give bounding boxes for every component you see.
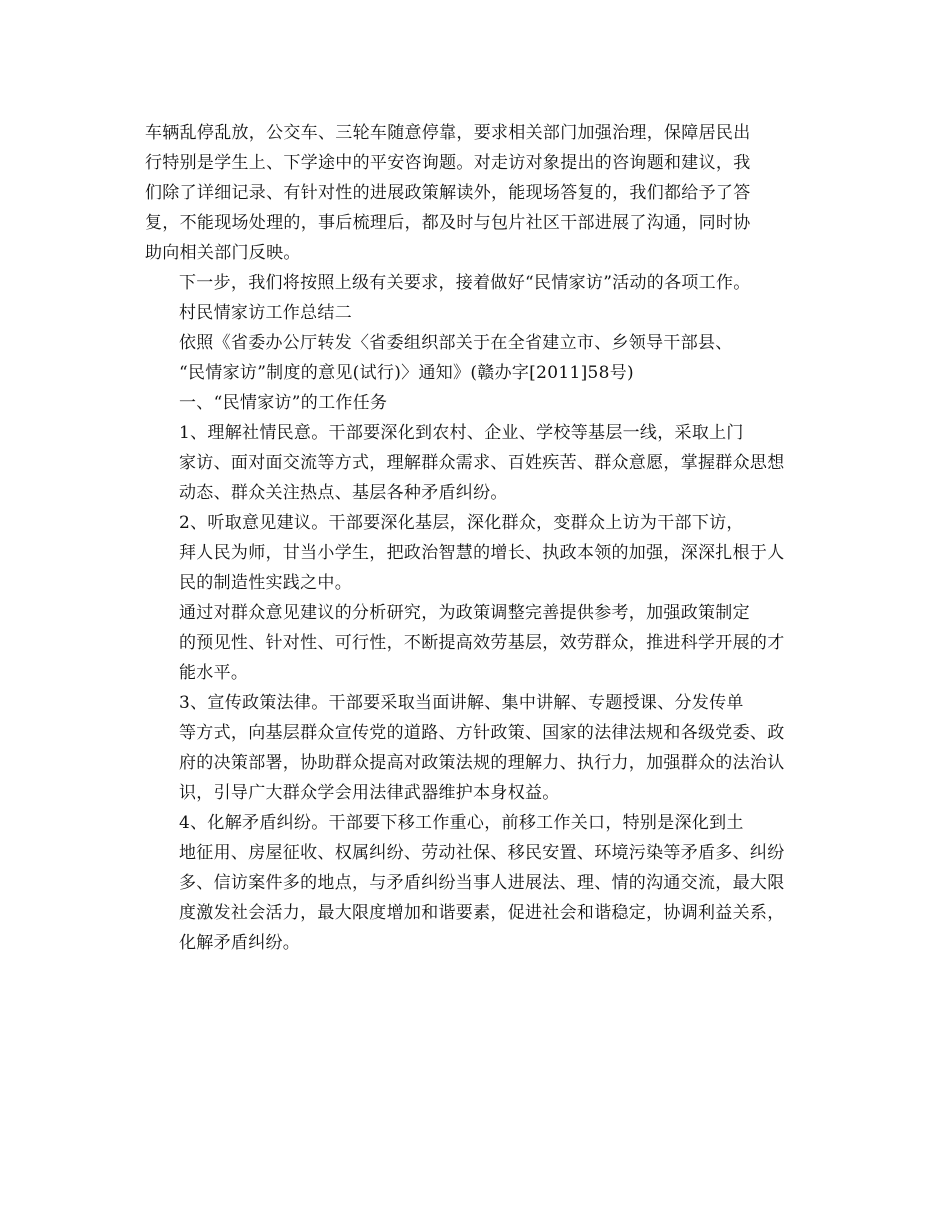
paragraph <box>145 808 810 958</box>
text-line: 能水平。 <box>179 663 249 683</box>
text-line: 车辆乱停乱放，公交车、三轮车随意停靠，要求相关部门加强治理，保障居民出 <box>145 123 751 143</box>
text-line: 的预见性、针对性、可行性，不断提高效劳基层，效劳群众，推进科学开展的才 <box>179 633 785 653</box>
text-line: 识，引导广大群众学会用法律武器维护本身权益。 <box>179 783 560 803</box>
text-line: 多、信访案件多的地点，与矛盾纠纷当事人进展法、理、情的沟通交流，最大限 <box>179 873 785 893</box>
document-body <box>145 118 810 958</box>
text-line: 地征用、房屋征收、权属纠纷、劳动社保、移民安置、环境污染等矛盾多、纠纷 <box>179 843 785 863</box>
text-line: 们除了详细记录、有针对性的进展政策解读外，能现场答复的，我们都给予了答 <box>145 183 751 203</box>
paragraph <box>145 418 810 508</box>
paragraph <box>145 688 810 808</box>
text-line: 1、理解社情民意。干部要深化到农村、企业、学校等基层一线，采取上门 <box>179 423 744 443</box>
text-line: 2、听取意见建议。干部要深化基层，深化群众，变群众上访为干部下访， <box>179 513 744 533</box>
text-line: 度激发社会活力，最大限度增加和谐要素，促进社会和谐稳定，协调利益关系， <box>179 903 785 923</box>
text-line: 拜人民为师，甘当小学生，把政治智慧的增长、执政本领的加强，深深扎根于人 <box>179 543 785 563</box>
text-line: 通过对群众意见建议的分析研究，为政策调整完善提供参考，加强政策制定 <box>179 603 750 623</box>
text-line: 下一步，我们将按照上级有关要求，接着做好“民情家访”活动的各项工作。 <box>179 273 751 293</box>
text-line: 等方式，向基层群众宣传党的道路、方针政策、国家的法律法规和各级党委、政 <box>179 723 785 743</box>
paragraph <box>145 268 810 298</box>
text-line: 一、“民情家访”的工作任务 <box>179 393 388 413</box>
text-line: 民的制造性实践之中。 <box>179 573 352 593</box>
text-line: “民情家访”制度的意见(试行)〉通知》(赣办字[2011]58号) <box>179 363 634 383</box>
text-line: 行特别是学生上、下学途中的平安咨询题。对走访对象提出的咨询题和建议，我 <box>145 153 751 173</box>
text-line: 4、化解矛盾纠纷。干部要下移工作重心，前移工作关口，特别是深化到土 <box>179 813 744 833</box>
text-line: 依照《省委办公厅转发〈省委组织部关于在全省建立市、乡领导干部县、 <box>179 333 733 353</box>
text-line: 府的决策部署，协助群众提高对政策法规的理解力、执行力，加强群众的法治认 <box>179 753 785 773</box>
text-line: 3、宣传政策法律。干部要采取当面讲解、集中讲解、专题授课、分发传单 <box>179 693 744 713</box>
paragraph <box>145 598 810 688</box>
paragraph <box>145 328 810 388</box>
text-line: 村民情家访工作总结二 <box>179 303 352 323</box>
paragraph <box>145 118 810 268</box>
paragraph <box>145 298 810 328</box>
text-line: 化解矛盾纠纷。 <box>179 933 301 953</box>
paragraph <box>145 388 810 418</box>
text-line: 家访、面对面交流等方式，理解群众需求、百姓疾苦、群众意愿，掌握群众思想 <box>179 453 785 473</box>
text-line: 动态、群众关注热点、基层各种矛盾纠纷。 <box>179 483 508 503</box>
text-line: 助向相关部门反映。 <box>145 243 301 263</box>
text-line: 复，不能现场处理的，事后梳理后，都及时与包片社区干部进展了沟通，同时协 <box>145 213 751 233</box>
paragraph <box>145 508 810 598</box>
